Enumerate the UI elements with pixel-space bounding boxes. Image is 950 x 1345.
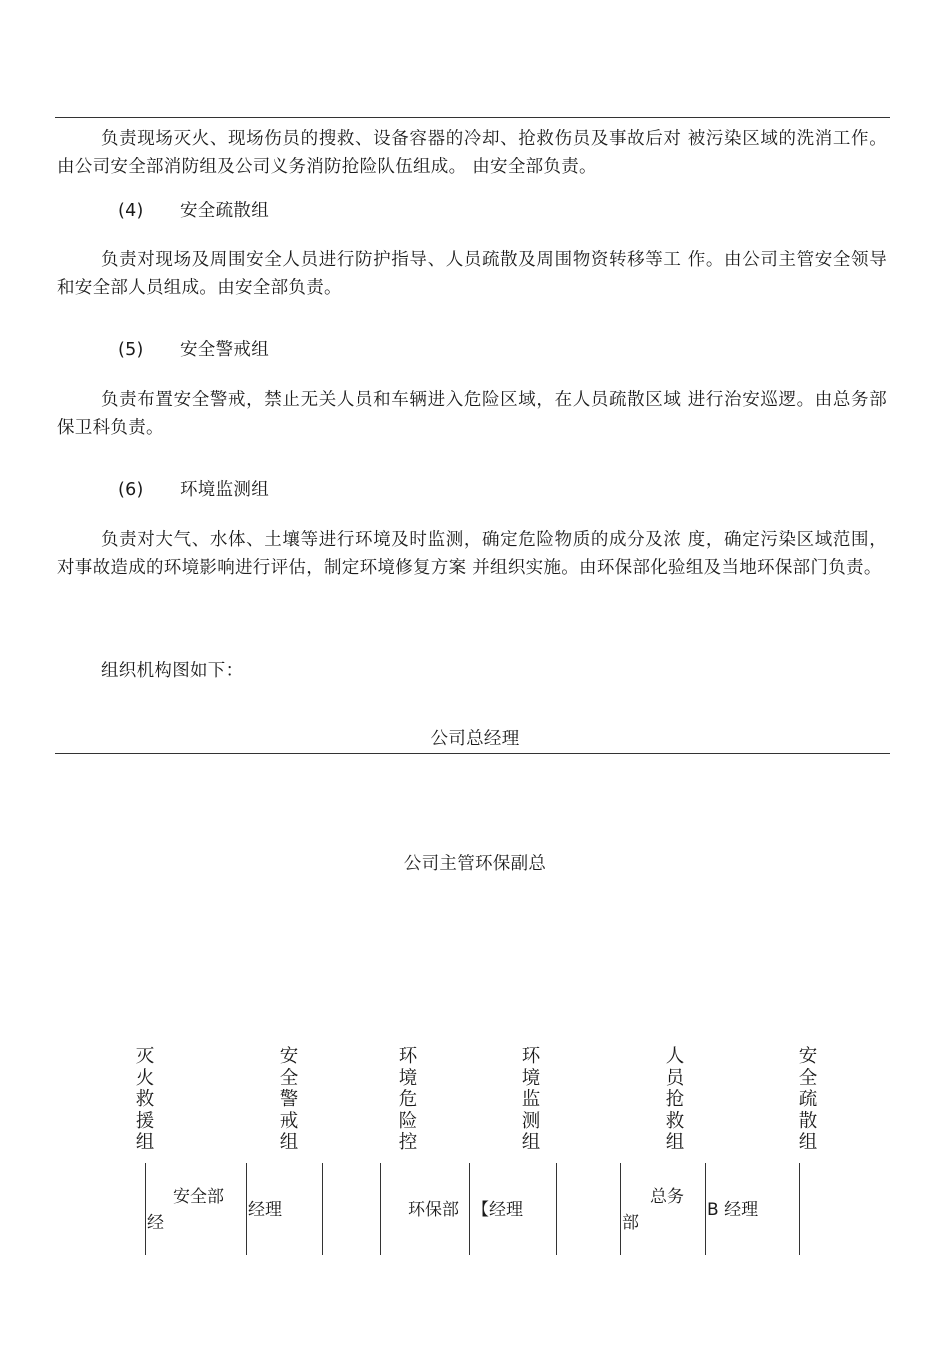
heading-number: (5) (118, 340, 144, 360)
group-personnel-rescue: 人员抢救组 (665, 1046, 685, 1153)
group-environment-monitoring: 环境监测组 (521, 1046, 541, 1153)
table-divider (322, 1163, 323, 1255)
paragraph-guard-duties: 负责布置安全警戒，禁止无关人员和车辆进入危险区域，在人员疏散区域 进行治安巡逻。由总务部保卫科负责。 (57, 390, 887, 438)
cell-safety-dept: 安全部 (173, 1187, 224, 1207)
heading-title: 环境监测组 (180, 480, 269, 500)
cell-manager-fragment: 经 (147, 1213, 164, 1233)
heading-number: (4) (118, 201, 144, 221)
heading-monitoring-group (118, 478, 269, 502)
table-divider (246, 1163, 247, 1255)
paragraph-evacuation-duties: 负责对现场及周围安全人员进行防护指导、人员疏散及周围物资转移等工 作。由公司主管安全领导和安全部人员组成。由安全部负责。 (57, 250, 887, 298)
table-divider (705, 1163, 706, 1255)
top-rule (55, 117, 890, 118)
cell-general-affairs: 总务 (650, 1187, 684, 1207)
heading-title: 安全疏散组 (180, 201, 269, 221)
group-environment-hazard-control: 环境危险控 (398, 1046, 418, 1153)
table-divider (380, 1163, 381, 1255)
cell-manager: 经理 (248, 1200, 282, 1220)
paragraph-firefighting-duties: 负责现场灭火、现场伤员的搜救、设备容器的冷却、抢救伤员及事故后对 被污染区域的洗消工作。由公司安全部消防组及公司义务消防抢险队伍组成。 由安全部负责。 (57, 129, 887, 177)
heading-evacuation-group (118, 199, 269, 223)
paragraph-org-chart-intro: 组织机构图如下： (101, 661, 244, 681)
table-divider (556, 1163, 557, 1255)
cell-env-manager: 【经理 (472, 1200, 523, 1220)
paragraph-monitoring-duties: 负责对大气、水体、土壤等进行环境及时监测，确定危险物质的成分及浓 度，确定污染区域范围，对事故造成的环境影响进行评估，制定环境修复方案 并组织实施。由环保部化验组及当地环保部门负责。 (57, 530, 887, 578)
org-second-vice-president: 公司主管环保副总 (403, 854, 547, 874)
cell-dept-fragment: 部 (622, 1213, 639, 1233)
org-top-general-manager: 公司总经理 (430, 729, 520, 749)
cell-env-dept: 环保部 (408, 1200, 459, 1220)
heading-guard-group (118, 338, 269, 362)
cell-b-manager: B 经理 (707, 1200, 759, 1220)
table-divider (145, 1163, 146, 1255)
table-divider (469, 1163, 470, 1255)
group-security-guard: 安全警戒组 (279, 1046, 299, 1153)
heading-number: (6) (118, 480, 144, 500)
group-safety-evacuation: 安全疏散组 (798, 1046, 818, 1153)
table-divider (799, 1163, 800, 1255)
group-firefighting-rescue: 灭火救援组 (135, 1046, 155, 1153)
org-rule (55, 753, 890, 754)
table-divider (620, 1163, 621, 1255)
heading-title: 安全警戒组 (180, 340, 269, 360)
